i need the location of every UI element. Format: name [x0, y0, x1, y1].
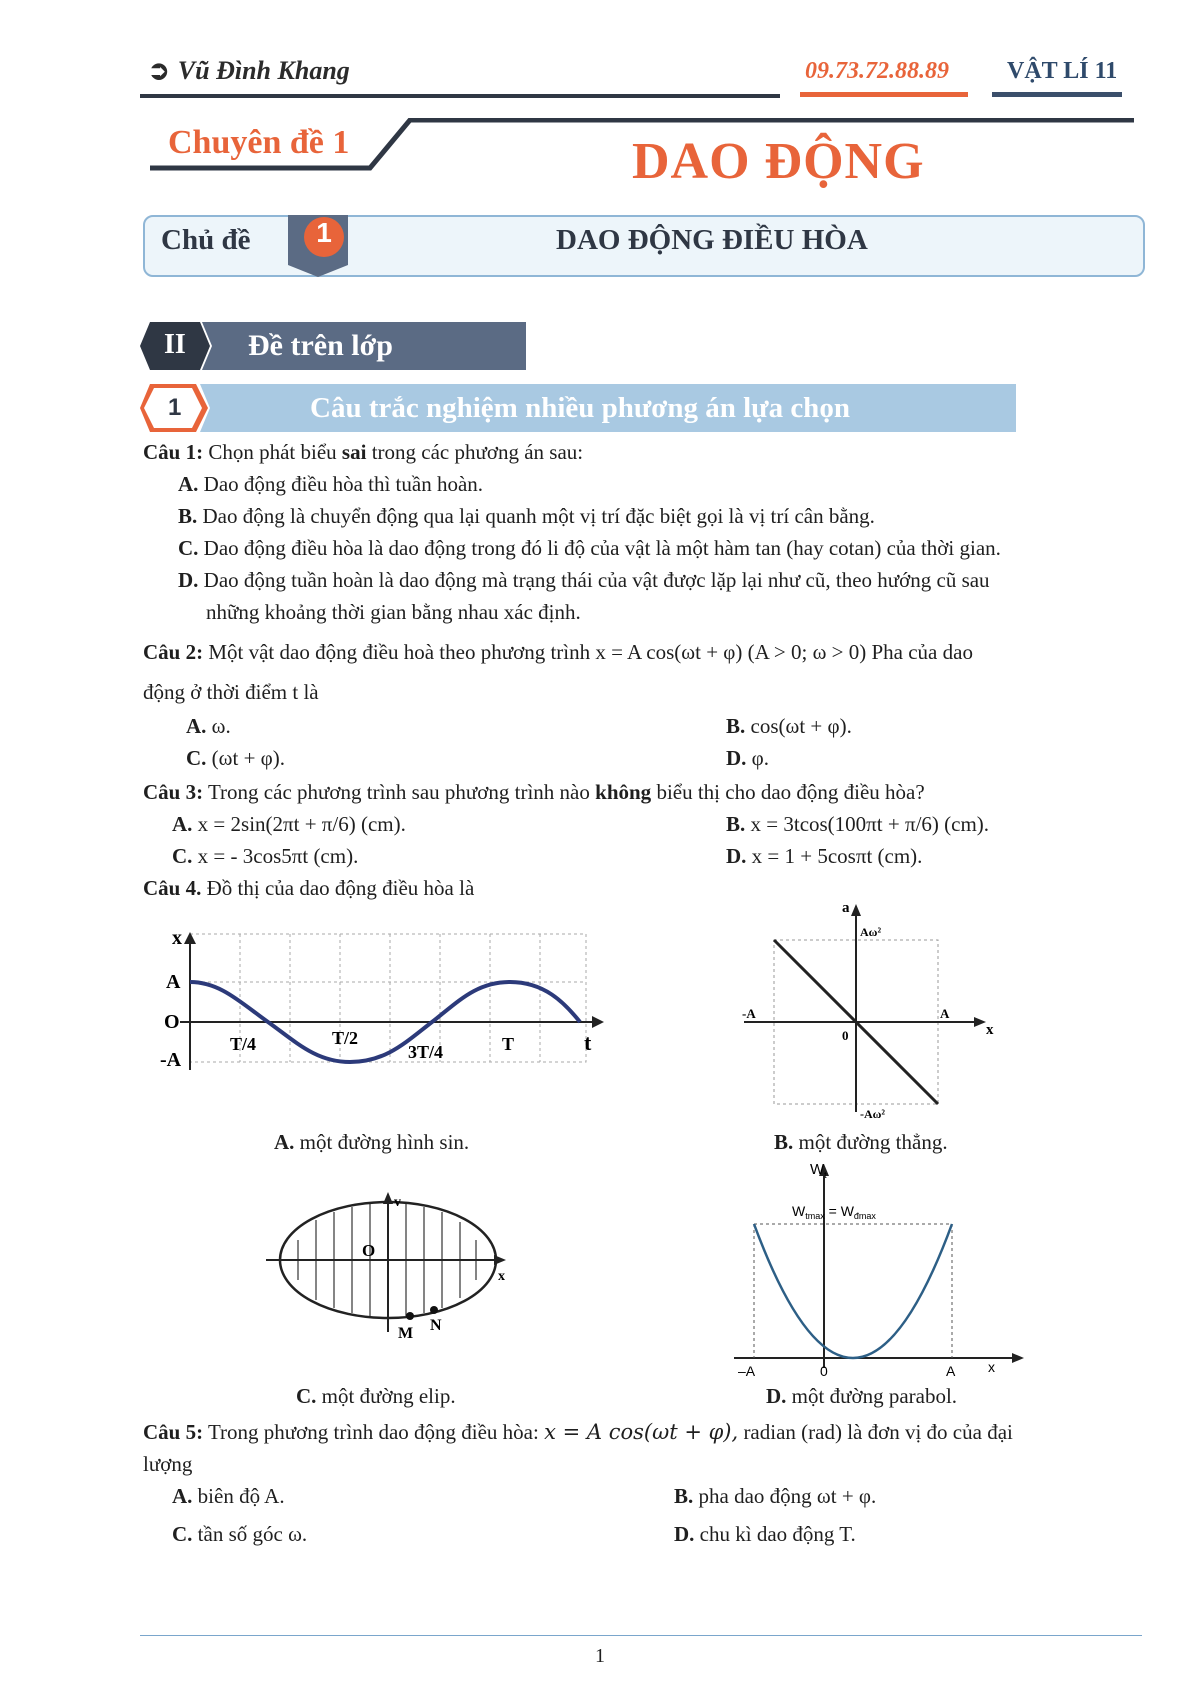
q4-option-c	[296, 1384, 456, 1409]
phone-underline	[800, 92, 968, 97]
option-letter: C.	[186, 746, 207, 770]
q4-stem	[143, 874, 474, 902]
label-M: M	[398, 1325, 414, 1342]
q2-stem-cont: động ở thời điểm t là	[143, 680, 319, 704]
option-letter: A.	[274, 1130, 295, 1154]
arrow-icon: ➲	[148, 56, 170, 85]
q4-option-b	[774, 1130, 948, 1155]
option-letter: C.	[296, 1384, 317, 1408]
ellipse-graph	[262, 1192, 512, 1342]
option-text: một đường thẳng.	[798, 1130, 948, 1154]
label-t: t	[584, 1030, 592, 1055]
q2-label: Câu 2:	[143, 640, 204, 664]
tick-T4: T/4	[230, 1034, 257, 1054]
label-x: x	[986, 1022, 994, 1038]
axis-arrow-icon	[851, 904, 861, 916]
subject-underline	[992, 92, 1122, 97]
chapter-title: DAO ĐỘNG	[632, 133, 925, 190]
q5-text-a: Trong phương trình dao động điều hòa:	[207, 1420, 539, 1444]
q5-option-d	[674, 1520, 856, 1548]
line-graph	[736, 900, 1006, 1120]
tick-T: T	[502, 1034, 515, 1054]
q5-option-a	[172, 1482, 285, 1510]
q3-label: Câu 3:	[143, 780, 204, 804]
label-x: x	[498, 1269, 505, 1284]
option-text: ω.	[211, 714, 231, 738]
axis-arrow-icon	[383, 1192, 393, 1204]
point-N	[430, 1306, 438, 1314]
q1-label: Câu 1:	[143, 440, 204, 464]
q5-label: Câu 5:	[143, 1420, 204, 1444]
q1-text-bold: sai	[341, 440, 367, 464]
option-letter: C.	[178, 536, 199, 560]
label-wtmax-sub: tmax	[805, 1211, 825, 1221]
label-o: 0	[842, 1028, 849, 1043]
author-name	[148, 56, 350, 86]
q3-option-c	[172, 842, 358, 870]
label-negA: -A	[742, 1006, 756, 1021]
option-letter: B.	[726, 812, 746, 836]
option-text: Dao động tuần hoàn là dao động mà trạng thái của vật được lặp lại như cũ, theo hướng cũ sau	[203, 568, 990, 592]
q4-text: Đồ thị của dao động điều hòa là	[206, 876, 475, 900]
label-top: Aω²	[860, 925, 882, 939]
parabola-graph	[726, 1160, 1026, 1380]
footer-rule	[140, 1635, 1142, 1636]
label-wdmax: W	[840, 1203, 854, 1219]
q4-option-d	[766, 1384, 957, 1409]
label-N: N	[430, 1317, 442, 1334]
q1-option-d-cont: những khoảng thời gian bằng nhau xác định.	[206, 600, 581, 624]
label-A: A	[940, 1006, 950, 1021]
label-A: A	[166, 971, 181, 993]
q5-text-b: radian (rad) là đơn vị đo của đại	[743, 1420, 1013, 1444]
q3-text-a: Trong các phương trình sau phương trình nào	[207, 780, 590, 804]
label-O: O	[362, 1241, 376, 1260]
option-text: x = - 3cos5πt (cm).	[197, 844, 359, 868]
option-letter: B.	[178, 504, 198, 528]
option-text: một đường parabol.	[791, 1384, 958, 1408]
q4-label: Câu 4.	[143, 876, 202, 900]
label-Wmax	[792, 1203, 876, 1221]
q1-text-b: trong các phương án sau:	[371, 440, 584, 464]
q3-stem	[143, 778, 925, 806]
label-wdmax-sub: đmax	[853, 1211, 876, 1221]
topic-title: DAO ĐỘNG ĐIỀU HÒA	[556, 224, 868, 256]
q1-option-c	[178, 534, 1001, 562]
subsection-title: Câu trắc nghiệm nhiều phương án lựa chọn	[310, 392, 850, 424]
label-x: x	[172, 930, 182, 949]
option-text: φ.	[751, 746, 770, 770]
option-text: một đường hình sin.	[299, 1130, 470, 1154]
option-letter: D.	[766, 1384, 787, 1408]
label-bottom: -Aω²	[860, 1107, 886, 1120]
q5-option-b	[674, 1482, 876, 1510]
q5-stem-cont: lượng	[143, 1452, 193, 1476]
label-O: O	[164, 1011, 180, 1033]
q1-option-a	[178, 470, 483, 498]
parabola-curve	[754, 1224, 952, 1358]
option-text: một đường elip.	[321, 1384, 456, 1408]
label-zero: 0	[820, 1363, 828, 1379]
author-text: Vũ Đình Khang	[177, 56, 350, 85]
tick-T2: T/2	[332, 1028, 359, 1048]
chapter-label: Chuyên đề 1	[168, 124, 350, 161]
topic-number: 1	[316, 217, 332, 248]
option-letter: D.	[726, 844, 747, 868]
option-letter: D.	[674, 1522, 695, 1546]
q2-text: Một vật dao động điều hoà theo phương trình x = A cos(ωt + φ) (A > 0; ω > 0) Pha của dao	[208, 640, 973, 664]
option-letter: C.	[172, 1522, 193, 1546]
q1-stem	[143, 438, 583, 466]
option-text: tần số góc ω.	[197, 1522, 308, 1546]
q5-formula: x = A cos(ωt + φ),	[544, 1420, 739, 1444]
axis-arrow-icon	[1012, 1353, 1024, 1363]
section-numeral: II	[164, 329, 186, 360]
q3-option-a	[172, 810, 406, 838]
label-negA: -A	[160, 1049, 182, 1071]
q2-option-b	[726, 712, 852, 740]
option-text: cos(ωt + φ).	[750, 714, 852, 738]
header-rule	[140, 94, 780, 98]
label-v: v	[394, 1195, 401, 1210]
q2-option-d	[726, 744, 769, 772]
option-text: (ωt + φ).	[211, 746, 286, 770]
q1-text-a: Chọn phát biểu	[208, 440, 337, 464]
subsection-number: 1	[168, 394, 182, 421]
q1-option-d	[178, 566, 990, 594]
q3-option-b	[726, 810, 989, 838]
q2-option-a	[186, 712, 231, 740]
subject-label: VẬT LÍ 11	[1007, 58, 1118, 84]
q5-option-c	[172, 1520, 307, 1548]
option-letter: C.	[172, 844, 193, 868]
label-eq: =	[824, 1203, 841, 1219]
axis-arrow-icon	[494, 1255, 506, 1265]
option-text: Dao động điều hòa thì tuần hoàn.	[203, 472, 484, 496]
option-letter: D.	[178, 568, 199, 592]
q1-option-b	[178, 502, 875, 530]
q5-stem	[143, 1418, 1013, 1446]
page-number: 1	[595, 1645, 605, 1667]
option-letter: B.	[774, 1130, 794, 1154]
option-letter: A.	[172, 1484, 193, 1508]
sine-graph	[160, 930, 610, 1090]
label-Wt	[810, 1161, 827, 1180]
tick-3T4: 3T/4	[408, 1042, 444, 1062]
option-letter: A.	[172, 812, 193, 836]
point-M	[406, 1312, 414, 1320]
option-text: Dao động là chuyển động qua lại quanh một vị trí đặc biệt gọi là vị trí cân bằng.	[202, 504, 875, 528]
option-letter: B.	[674, 1484, 694, 1508]
option-text: x = 1 + 5cosπt (cm).	[751, 844, 923, 868]
option-letter: A.	[178, 472, 199, 496]
axis-arrow-icon	[184, 932, 196, 944]
option-text: x = 3tcos(100πt + π/6) (cm).	[750, 812, 990, 836]
option-text: chu kì dao động T.	[699, 1522, 856, 1546]
label-a: a	[842, 900, 850, 916]
option-letter: B.	[726, 714, 746, 738]
axis-arrow-icon	[974, 1017, 986, 1027]
phone-number: 09.73.72.88.89	[805, 58, 949, 84]
q3-text-bold: không	[595, 780, 652, 804]
option-text: Dao động điều hòa là dao động trong đó li độ của vật là một hàm tan (hay cotan) của thời gian.	[203, 536, 1001, 560]
q3-option-d	[726, 842, 922, 870]
q4-option-a	[274, 1130, 469, 1155]
label-Wt-main: W	[810, 1161, 825, 1178]
option-text: pha dao động ωt + φ.	[698, 1484, 877, 1508]
q3-text-b: biểu thị cho dao động điều hòa?	[656, 780, 925, 804]
label-A: A	[946, 1363, 956, 1379]
q2-option-c	[186, 744, 285, 772]
topic-label: Chủ đề	[161, 224, 251, 256]
option-text: x = 2sin(2πt + π/6) (cm).	[197, 812, 406, 836]
q2-stem	[143, 638, 973, 666]
axis-arrow-icon	[592, 1016, 604, 1028]
section-title: Đề trên lớp	[248, 329, 393, 362]
label-negA: –A	[738, 1363, 756, 1379]
option-letter: D.	[726, 746, 747, 770]
label-wtmax: W	[792, 1203, 806, 1219]
option-letter: A.	[186, 714, 207, 738]
label-Wt-sub: t	[824, 1170, 827, 1180]
option-text: biên độ A.	[197, 1484, 285, 1508]
label-x: x	[988, 1359, 995, 1375]
